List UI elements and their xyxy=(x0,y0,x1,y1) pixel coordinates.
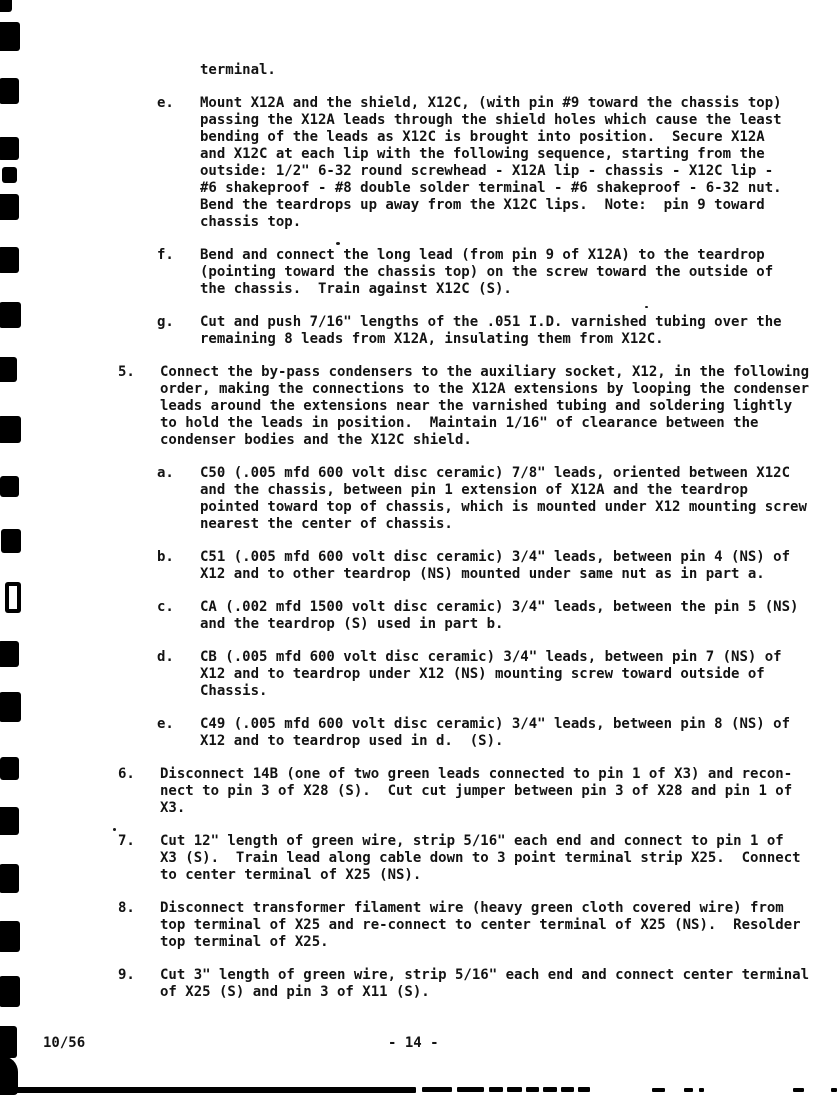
bottom-edge-mark xyxy=(793,1088,804,1092)
text-line: terminal. xyxy=(200,62,276,78)
instruction-item xyxy=(0,549,840,583)
text-line: and the teardrop (S) used in part b. xyxy=(200,616,504,632)
footer-page-number: - 14 - xyxy=(388,1035,439,1051)
item-label: d. xyxy=(157,649,174,665)
text-line: Disconnect 14B (one of two green leads connected to pin 1 of X3) and recon- xyxy=(160,766,793,782)
text-line: Cut 3" length of green wire, strip 5/16" each end and connect center terminal xyxy=(160,967,810,983)
text-line: to hold the leads in position. Maintain 1/16" of clearance between the xyxy=(160,415,759,431)
text-line: C50 (.005 mfd 600 volt disc ceramic) 7/8" leads, oriented between X12C xyxy=(200,465,791,481)
text-line: CB (.005 mfd 600 volt disc ceramic) 3/4" leads, between pin 7 (NS) of xyxy=(200,649,782,665)
bottom-edge-mark xyxy=(699,1088,704,1092)
footer-date-code: 10/56 xyxy=(43,1035,86,1051)
text-line: outside: 1/2" 6-32 round screwhead - X12A lip - chassis - X12C lip - xyxy=(200,163,774,179)
text-line: to center terminal of X25 (NS). xyxy=(160,867,422,883)
item-text xyxy=(200,314,840,348)
item-text xyxy=(160,967,840,1001)
item-label: e. xyxy=(157,716,174,732)
text-line: nect to pin 3 of X28 (S). Cut cut jumper between pin 3 of X28 and pin 1 of xyxy=(160,783,793,799)
item-text xyxy=(160,900,840,951)
bottom-edge-mark xyxy=(16,1087,416,1093)
bottom-edge-mark xyxy=(578,1087,590,1092)
instruction-item xyxy=(0,900,840,951)
item-text xyxy=(160,364,840,449)
text-line: X12 and to teardrop under X12 (NS) mounting screw toward outside of xyxy=(200,666,765,682)
item-label: e. xyxy=(157,95,174,111)
item-text xyxy=(200,649,840,700)
bottom-edge-mark xyxy=(652,1088,665,1092)
text-line: C49 (.005 mfd 600 volt disc ceramic) 3/4" leads, between pin 8 (NS) of xyxy=(200,716,791,732)
instruction-item xyxy=(0,314,840,348)
bottom-edge-mark xyxy=(831,1088,837,1092)
item-text xyxy=(200,62,840,79)
item-text xyxy=(200,549,840,583)
item-label: 8. xyxy=(118,900,135,916)
text-line: X12 and to teardrop used in d. (S). xyxy=(200,733,504,749)
text-line: Disconnect transformer filament wire (heavy green cloth covered wire) from xyxy=(160,900,784,916)
text-line: C51 (.005 mfd 600 volt disc ceramic) 3/4" leads, between pin 4 (NS) of xyxy=(200,549,791,565)
text-line: and X12C at each lip with the following sequence, starting from the xyxy=(200,146,765,162)
text-line: leads around the extensions near the varnished tubing and soldering lightly xyxy=(160,398,793,414)
instruction-item xyxy=(0,247,840,298)
instruction-item xyxy=(0,465,840,533)
text-line: of X25 (S) and pin 3 of X11 (S). xyxy=(160,984,430,1000)
item-label: 5. xyxy=(118,364,135,380)
text-line: top terminal of X25 and re-connect to center terminal of X25 (NS). Resolder xyxy=(160,917,801,933)
item-label: g. xyxy=(157,314,174,330)
text-line: Connect the by-pass condensers to the auxiliary socket, X12, in the following xyxy=(160,364,810,380)
binding-hole xyxy=(0,22,20,51)
text-line: X12 and to other teardrop (NS) mounted under same nut as in part a. xyxy=(200,566,765,582)
text-line: Mount X12A and the shield, X12C, (with pin #9 toward the chassis top) xyxy=(200,95,782,111)
text-line: order, making the connections to the X12A extensions by looping the condenser xyxy=(160,381,810,397)
text-line: Chassis. xyxy=(200,683,268,699)
bottom-edge-mark xyxy=(543,1087,557,1092)
text-line: Cut 12" length of green wire, strip 5/16" each end and connect to pin 1 of xyxy=(160,833,784,849)
item-label: 6. xyxy=(118,766,135,782)
bottom-edge-mark xyxy=(684,1088,693,1092)
scan-speck xyxy=(113,828,116,831)
instruction-item xyxy=(0,967,840,1001)
item-label: a. xyxy=(157,465,174,481)
item-text xyxy=(160,833,840,884)
document-body xyxy=(0,62,840,1017)
text-line: remaining 8 leads from X12A, insulating them from X12C. xyxy=(200,331,664,347)
bottom-edge-mark xyxy=(507,1087,522,1092)
text-line: CA (.002 mfd 1500 volt disc ceramic) 3/4" leads, between the pin 5 (NS) xyxy=(200,599,799,615)
binding-hole xyxy=(0,1026,17,1058)
text-line: and the chassis, between pin 1 extension of X12A and the teardrop xyxy=(200,482,748,498)
item-text xyxy=(200,95,840,231)
item-text xyxy=(200,247,840,298)
instruction-item xyxy=(0,95,840,231)
instruction-item xyxy=(0,649,840,700)
text-line: passing the X12A leads through the shield holes which cause the least xyxy=(200,112,782,128)
text-line: top terminal of X25. xyxy=(160,934,329,950)
scan-speck xyxy=(645,306,648,308)
binding-hole xyxy=(0,0,12,12)
bottom-edge-mark xyxy=(422,1087,452,1092)
text-line: bending of the leads as X12C is brought into position. Secure X12A xyxy=(200,129,765,145)
text-line: X3. xyxy=(160,800,186,816)
instruction-item xyxy=(0,716,840,750)
bottom-edge-mark xyxy=(561,1087,574,1092)
item-label: 9. xyxy=(118,967,135,983)
text-line: condenser bodies and the X12C shield. xyxy=(160,432,472,448)
item-text xyxy=(160,766,840,817)
text-line: Cut and push 7/16" lengths of the .051 I.D. varnished tubing over the xyxy=(200,314,782,330)
bottom-edge-mark xyxy=(526,1087,539,1092)
item-label: b. xyxy=(157,549,174,565)
item-label: c. xyxy=(157,599,174,615)
text-line: (pointing toward the chassis top) on the screw toward the outside of xyxy=(200,264,774,280)
instruction-item xyxy=(0,766,840,817)
text-line: chassis top. xyxy=(200,214,302,230)
text-line: X3 (S). Train lead along cable down to 3 point terminal strip X25. Connect xyxy=(160,850,801,866)
instruction-item xyxy=(0,599,840,633)
item-text xyxy=(200,599,840,633)
text-line: nearest the center of chassis. xyxy=(200,516,453,532)
text-line: Bend the teardrops up away from the X12C lips. Note: pin 9 toward xyxy=(200,197,765,213)
item-label: f. xyxy=(157,247,174,263)
bottom-edge-mark xyxy=(489,1087,503,1092)
instruction-item xyxy=(0,62,840,79)
instruction-item xyxy=(0,833,840,884)
item-text xyxy=(200,465,840,533)
bottom-edge-mark xyxy=(457,1087,484,1092)
text-line: the chassis. Train against X12C (S). xyxy=(200,281,512,297)
item-text xyxy=(200,716,840,750)
text-line: #6 shakeproof - #8 double solder terminal - #6 shakeproof - 6-32 nut. xyxy=(200,180,782,196)
item-label: 7. xyxy=(118,833,135,849)
instruction-item xyxy=(0,364,840,449)
text-line: pointed toward top of chassis, which is mounted under X12 mounting screw xyxy=(200,499,807,515)
text-line: Bend and connect the long lead (from pin 9 of X12A) to the teardrop xyxy=(200,247,765,263)
scan-speck xyxy=(336,242,340,245)
